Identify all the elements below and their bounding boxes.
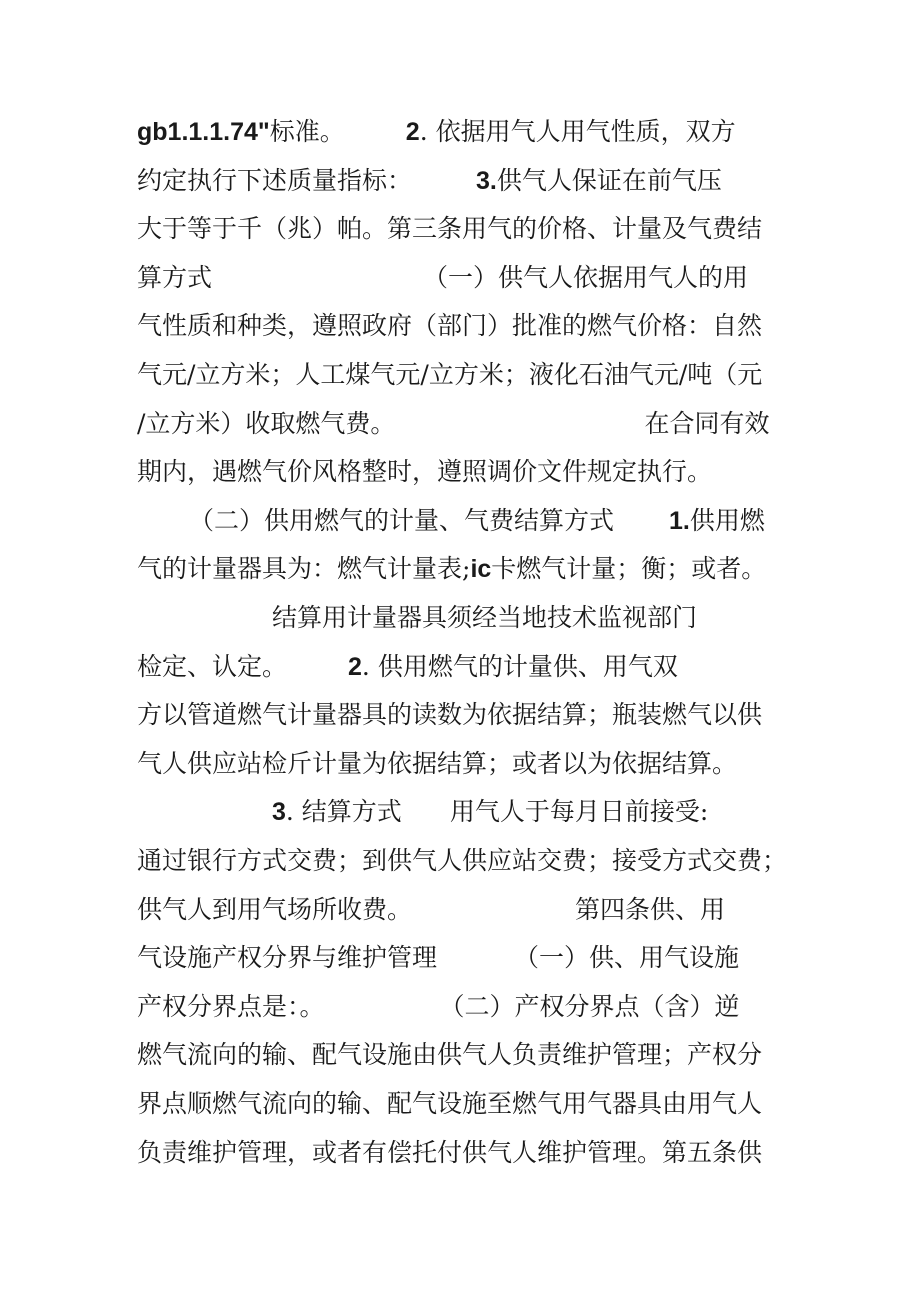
text-segment: 负责维护管理，或者有偿托付供气人维护管理。第五条供 (137, 1138, 763, 1167)
text-line (137, 1084, 762, 1124)
bold-number: 2 (348, 653, 362, 681)
text-segment: /立方米）收取燃气费。 (137, 409, 396, 438)
bold-number: 3. (476, 167, 497, 195)
text-segment: 方以管道燃气计量器具的读数为依据结算；瓶装燃气以供 (137, 700, 763, 729)
text-line (137, 647, 678, 687)
text-line (137, 744, 737, 784)
text-segment: 卡燃气计量；衡；或者。 (491, 554, 767, 583)
text-segment: 界点顺燃气流向的输、配气设施至燃气用气器具由用气人 (137, 1089, 763, 1118)
text-line (137, 1133, 762, 1173)
text-segment: 气的计量器具为：燃气计量表; (137, 554, 471, 583)
text-segment: 供气人保证在前气压 (496, 166, 722, 195)
text-segment: （二）供用燃气的计量、气费结算方式 (189, 506, 615, 535)
text-line (137, 112, 736, 152)
text-segment: （二）产权分界点（含）逆 (439, 992, 740, 1021)
text-segment: （一）供气人依据用气人的用 (423, 263, 749, 292)
text-segment: 大于等于千（兆）帕。第三条用气的价格、计量及气费结 (137, 214, 763, 243)
text-segment: 检定、认定。 (137, 652, 288, 681)
text-line (137, 209, 762, 249)
text-line (137, 355, 762, 395)
text-segment: 标准。 (269, 117, 345, 146)
text-line (137, 1035, 762, 1075)
text-segment: 供用燃 (689, 506, 765, 535)
text-segment: 结算用计量器具须经当地技术监视部门 (272, 603, 698, 632)
bold-number: ic (470, 555, 492, 583)
text-segment: 产权分界点是：。 (137, 992, 325, 1021)
text-segment: 第四条供、用 (575, 895, 726, 924)
text-line (137, 404, 769, 444)
text-line (137, 306, 762, 346)
text-line (137, 890, 725, 930)
text-segment: 气元/立方米；人工煤气元/立方米；液化石油气元/吨（元 (137, 360, 763, 389)
text-segment: 在合同有效 (644, 409, 770, 438)
text-segment: 供气人到用气场所收费。 (137, 895, 413, 924)
text-line (137, 258, 748, 298)
bold-number: 1. (669, 507, 690, 535)
text-segment: （一）供、用气设施 (514, 943, 740, 972)
bold-number: 2 (405, 118, 420, 146)
text-segment: . 供用燃气的计量供、用气双 (361, 652, 678, 681)
text-line (137, 792, 708, 832)
text-segment: 气设施产权分界与维护管理 (137, 943, 438, 972)
text-segment: 燃气流向的输、配气设施由供气人负责维护管理；产权分 (137, 1040, 763, 1069)
bold-number: gb1.1.1.74" (137, 118, 270, 146)
text-line (137, 987, 740, 1027)
bold-number: 3 (272, 798, 286, 826)
text-line (137, 161, 722, 201)
text-line (137, 501, 765, 541)
text-segment: 通过银行方式交费；到供气人供应站交费；接受方式交费； (137, 846, 788, 875)
text-segment: 气人供应站检斤计量为依据结算；或者以为依据结算。 (137, 749, 738, 778)
text-segment: 算方式 (137, 263, 213, 292)
text-line (137, 598, 697, 638)
text-segment: 期内，遇燃气价风格整时，遵照调价文件规定执行。 (137, 457, 713, 486)
text-line (137, 841, 787, 881)
text-segment: 约定执行下述质量指标： (137, 166, 413, 195)
text-segment: 气性质和种类，遵照政府（部门）批准的燃气价格：自然 (137, 311, 763, 340)
text-line (137, 452, 712, 492)
text-segment: . 依据用气人用气性质，双方 (419, 117, 736, 146)
text-segment: 用气人于每月日前接受: (449, 797, 709, 826)
text-line (137, 549, 766, 589)
text-line (137, 938, 739, 978)
text-segment: . 结算方式 (285, 797, 402, 826)
text-line (137, 695, 762, 735)
